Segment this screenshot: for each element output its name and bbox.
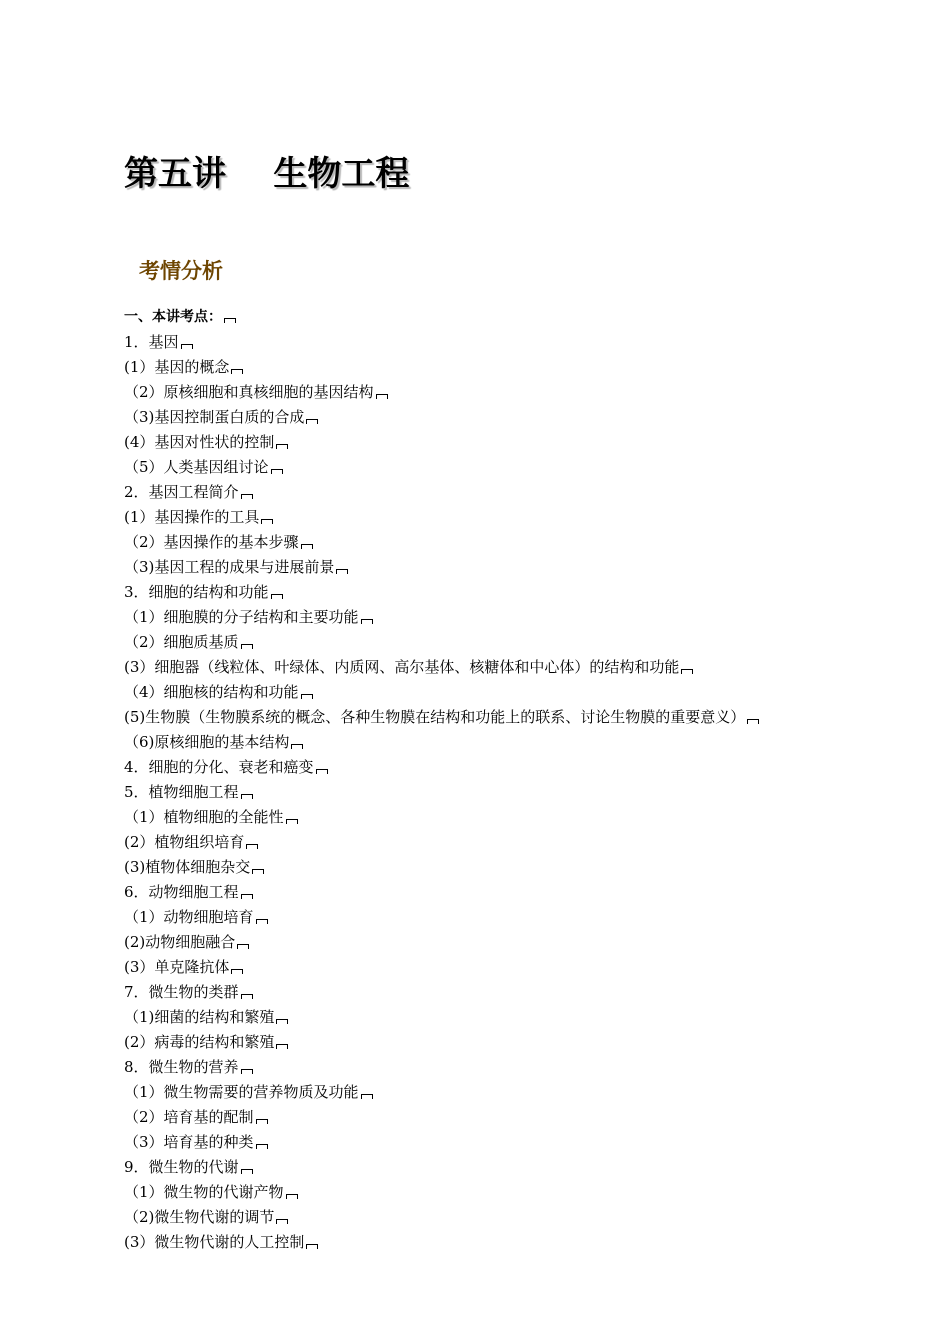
paragraph-mark-icon [286,819,298,824]
paragraph-mark-icon [361,1094,373,1099]
paragraph-mark-icon [256,1119,268,1124]
list-item-text: 5．植物细胞工程 [124,783,239,801]
paragraph-mark-icon [271,594,283,599]
paragraph-mark-icon [246,844,258,849]
list-item-text: (3）细胞器（线粒体、叶绿体、内质网、高尔基体、核糖体和中心体）的结构和功能 [124,658,680,676]
list-item-text: 3．细胞的结构和功能 [124,583,269,601]
paragraph-mark-icon [306,419,318,424]
list-item-text: （2）基因操作的基本步骤 [124,533,299,551]
list-item-text: (2)动物细胞融合 [124,933,236,951]
paragraph-mark-icon [241,1169,253,1174]
paragraph-mark-icon [336,569,348,574]
list-item [124,680,884,705]
paragraph-mark-icon [224,318,236,323]
paragraph-mark-icon [241,794,253,799]
paragraph-mark-icon [301,544,313,549]
paragraph-mark-icon [241,644,253,649]
list-item [124,1030,884,1055]
list-item-text: (3）微生物代谢的人工控制 [124,1233,305,1251]
list-item [124,580,884,605]
paragraph-mark-icon [291,744,303,749]
list-item-text: 1．基因 [124,333,179,351]
list-item [124,355,884,380]
list-item [124,330,884,355]
list-item-text: （2）原核细胞和真核细胞的基因结构 [124,383,374,401]
list-item [124,380,884,405]
paragraph-mark-icon [276,1044,288,1049]
list-item-text: 2．基因工程简介 [124,483,239,501]
list-item-text: （3)基因控制蛋白质的合成 [124,408,305,426]
list-item-text: 4．细胞的分化、衰老和癌变 [124,758,314,776]
list-item-text: (1）基因操作的工具 [124,508,260,526]
list-item [124,455,884,480]
list-item [124,1230,884,1255]
list-item [124,605,884,630]
list-item-text: （5）人类基因组讨论 [124,458,269,476]
list-item [124,655,884,680]
list-item [124,305,884,330]
paragraph-mark-icon [276,1019,288,1024]
list-item-text: （2）培育基的配制 [124,1108,254,1126]
list-item-text: （4）细胞核的结构和功能 [124,683,299,701]
list-item-text: (2）病毒的结构和繁殖 [124,1033,275,1051]
list-item-text: (2）植物组织培育 [124,833,245,851]
list-item [124,480,884,505]
list-item-text: （1）动物细胞培育 [124,908,254,926]
list-item-text: （1)细菌的结构和繁殖 [124,1008,275,1026]
paragraph-mark-icon [276,1219,288,1224]
list-item [124,930,884,955]
list-item [124,555,884,580]
list-item-text: （1）微生物的代谢产物 [124,1183,284,1201]
list-item-text: 8．微生物的营养 [124,1058,239,1076]
list-item [124,730,884,755]
list-item-text: （1）植物细胞的全能性 [124,808,284,826]
list-item [124,1080,884,1105]
list-item-text: （2）细胞质基质 [124,633,239,651]
paragraph-mark-icon [241,1069,253,1074]
list-item [124,405,884,430]
paragraph-mark-icon [747,719,759,724]
paragraph-mark-icon [316,769,328,774]
list-item-text: (1）基因的概念 [124,358,230,376]
list-item-text: (5)生物膜（生物膜系统的概念、各种生物膜在结构和功能上的联系、讨论生物膜的重要意义） [124,708,746,726]
list-item-text: (3）单克隆抗体 [124,958,230,976]
paragraph-mark-icon [301,694,313,699]
list-item [124,1205,884,1230]
paragraph-mark-icon [241,894,253,899]
list-item [124,855,884,880]
list-item [124,1105,884,1130]
list-item [124,630,884,655]
list-item [124,980,884,1005]
list-item-text: (4）基因对性状的控制 [124,433,275,451]
paragraph-mark-icon [376,394,388,399]
list-item-text: 6．动物细胞工程 [124,883,239,901]
paragraph-mark-icon [256,1144,268,1149]
list-item [124,1055,884,1080]
list-item-text: 7．微生物的类群 [124,983,239,1001]
list-item [124,955,884,980]
paragraph-mark-icon [681,669,693,674]
paragraph-mark-icon [231,969,243,974]
list-item [124,905,884,930]
paragraph-mark-icon [271,469,283,474]
list-item [124,1130,884,1155]
list-item [124,830,884,855]
paragraph-mark-icon [241,994,253,999]
paragraph-mark-icon [256,919,268,924]
list-item [124,430,884,455]
list-item-text: (3)植物体细胞杂交 [124,858,251,876]
paragraph-mark-icon [237,944,249,949]
list-item [124,1155,884,1180]
list-item-text: 9．微生物的代谢 [124,1158,239,1176]
list-item-text: （6)原核细胞的基本结构 [124,733,290,751]
outline-list [124,305,884,1255]
list-item [124,705,884,730]
list-item [124,755,884,780]
list-item [124,505,884,530]
paragraph-mark-icon [252,869,264,874]
paragraph-mark-icon [261,519,273,524]
paragraph-mark-icon [276,444,288,449]
list-item [124,530,884,555]
paragraph-mark-icon [181,344,193,349]
page-title: 第五讲 生物工程 [124,154,410,194]
paragraph-mark-icon [286,1194,298,1199]
list-item [124,1005,884,1030]
paragraph-mark-icon [231,369,243,374]
list-item-text: （3)基因工程的成果与进展前景 [124,558,335,576]
paragraph-mark-icon [361,619,373,624]
list-item-text: 一、本讲考点： [124,309,222,325]
list-item [124,880,884,905]
paragraph-mark-icon [241,494,253,499]
paragraph-mark-icon [306,1244,318,1249]
section-heading: 考情分析 [139,259,223,283]
list-item [124,780,884,805]
list-item-text: （1）微生物需要的营养物质及功能 [124,1083,359,1101]
list-item-text: （1）细胞膜的分子结构和主要功能 [124,608,359,626]
list-item-text: （2)微生物代谢的调节 [124,1208,275,1226]
list-item-text: （3）培育基的种类 [124,1133,254,1151]
list-item [124,805,884,830]
list-item [124,1180,884,1205]
